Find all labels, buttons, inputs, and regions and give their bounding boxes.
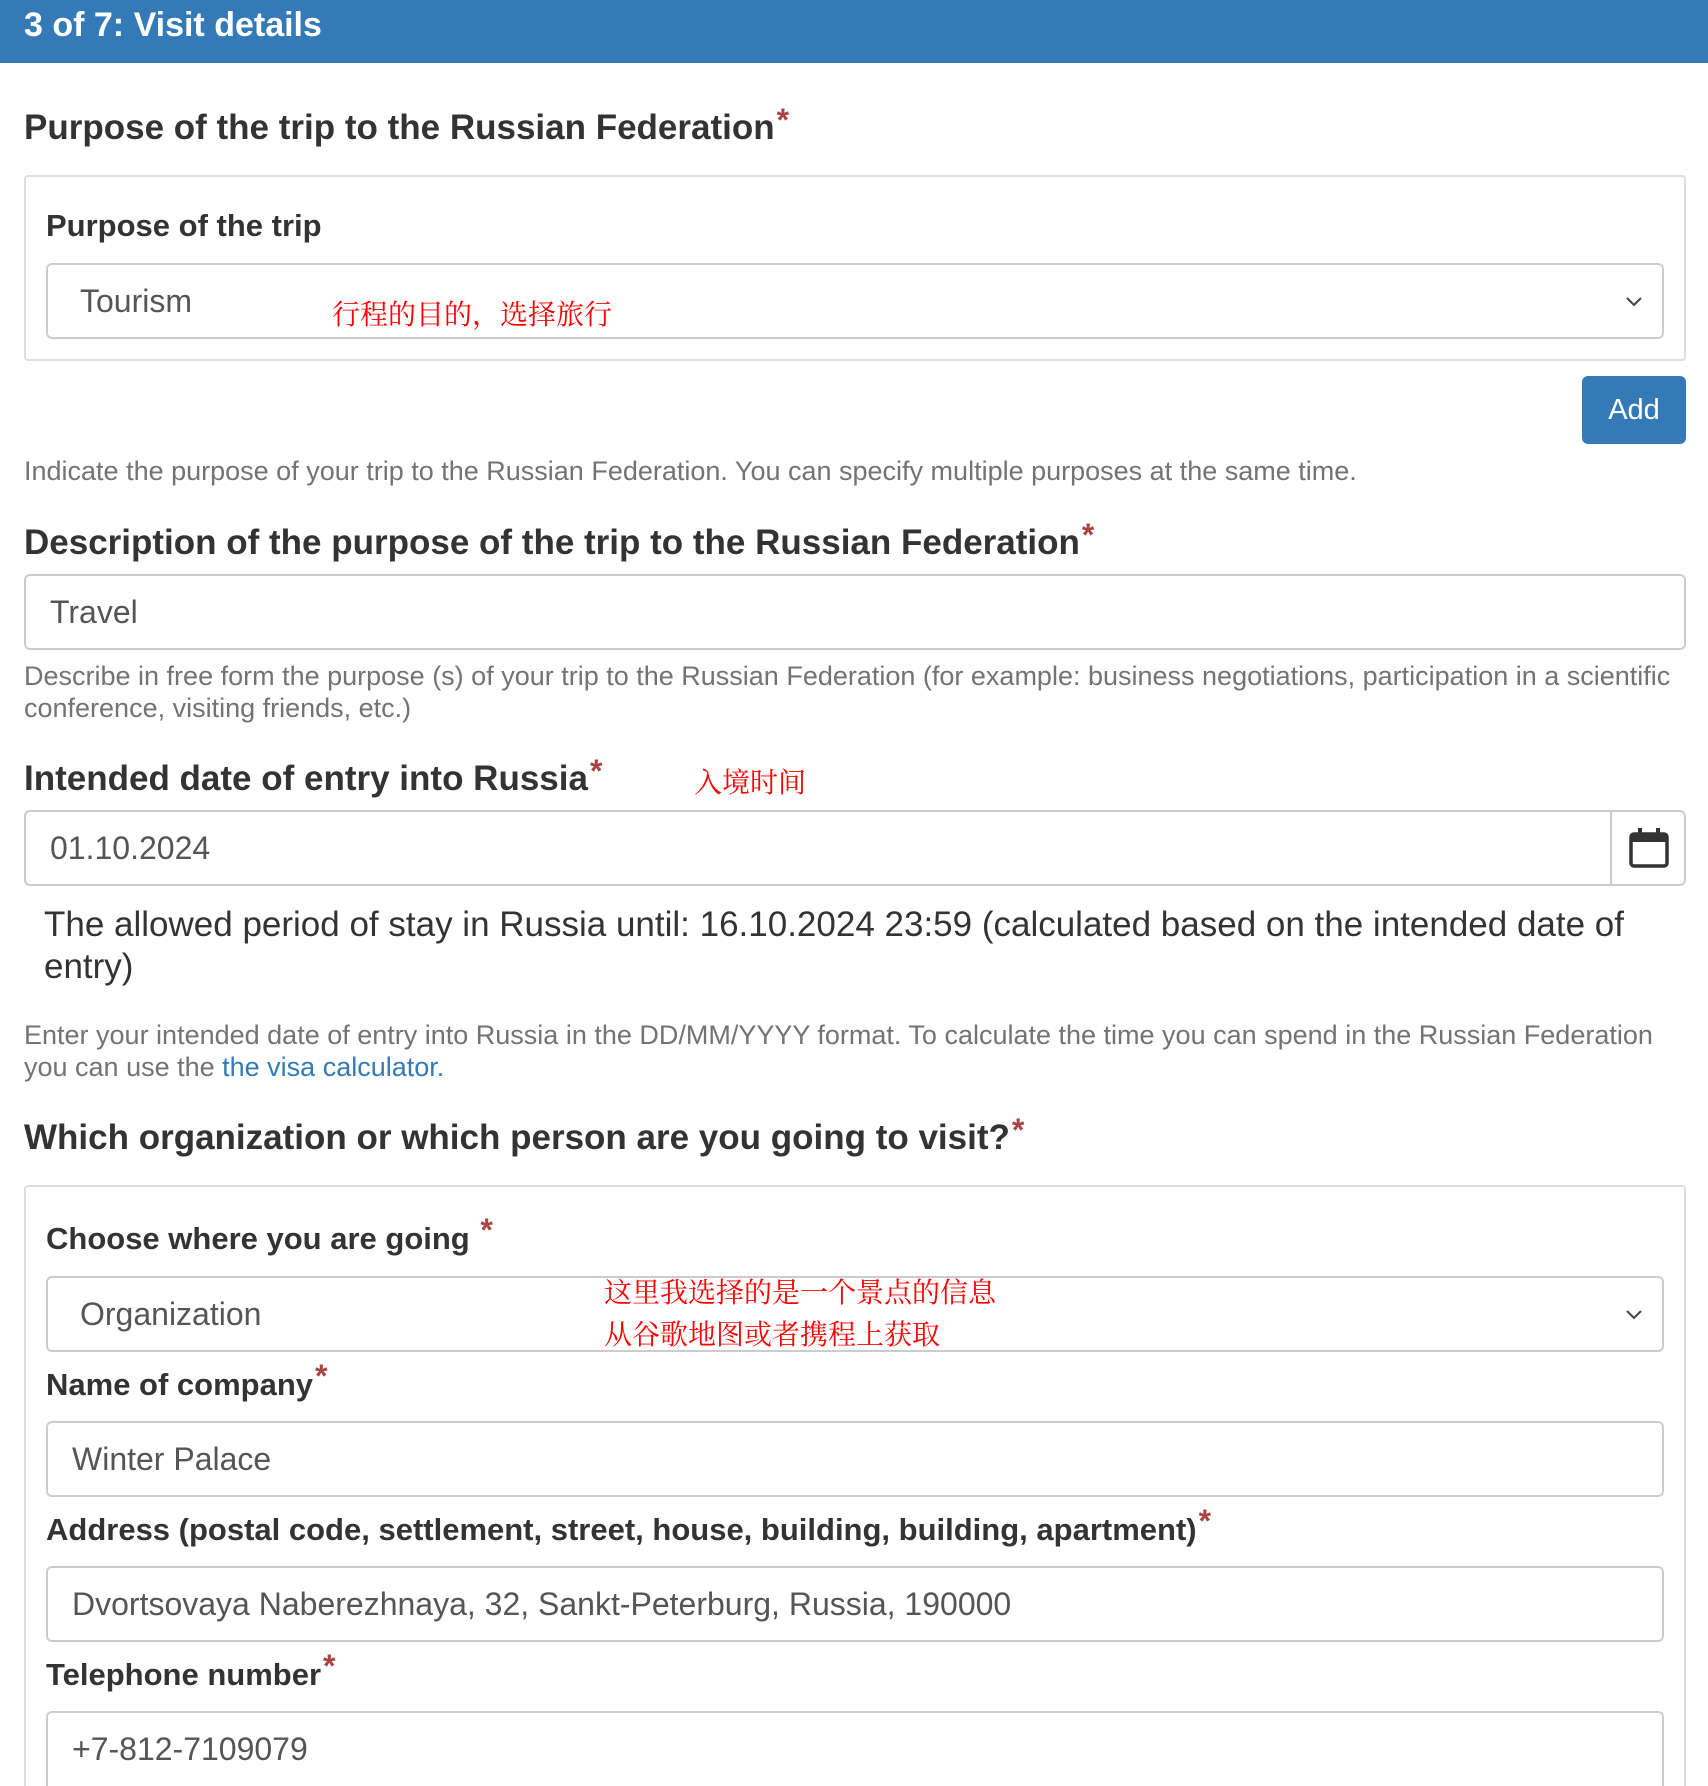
purpose-field-label: Purpose of the trip bbox=[46, 208, 322, 243]
telephone-input[interactable] bbox=[46, 1711, 1664, 1786]
visa-calculator-link[interactable]: the visa calculator. bbox=[222, 1052, 445, 1082]
purpose-heading: Purpose of the trip to the Russian Federation* bbox=[24, 102, 790, 147]
required-mark: * bbox=[776, 102, 790, 138]
required-mark: * bbox=[323, 1648, 336, 1684]
required-mark: * bbox=[315, 1358, 328, 1394]
description-help-text: Describe in free form the purpose (s) of your trip to the Russian Federation (for example: business negotiations, participation in a scientific conference, visiting friends, etc.) bbox=[24, 661, 1671, 723]
company-name-input[interactable] bbox=[46, 1421, 1664, 1497]
address-label: Address (postal code, settlement, street, house, building, building, apartment)* bbox=[46, 1503, 1212, 1547]
purpose-select[interactable] bbox=[46, 263, 1664, 339]
address-input[interactable] bbox=[46, 1566, 1664, 1642]
destination-type-value: Organization bbox=[80, 1296, 262, 1332]
annotation-entry-date: 入境时间 bbox=[694, 766, 807, 799]
entry-date-input[interactable] bbox=[24, 810, 1686, 886]
annotation-purpose: 行程的目的，选择旅行 bbox=[332, 298, 613, 331]
company-name-label: Name of company* bbox=[46, 1358, 328, 1402]
description-heading: Description of the purpose of the trip to the Russian Federation* bbox=[24, 517, 1095, 562]
address-value: Dvortsovaya Naberezhnaya, 32, Sankt-Peterburg, Russia, 190000 bbox=[72, 1586, 1012, 1622]
required-mark: * bbox=[589, 753, 603, 789]
step-header bbox=[0, 0, 1708, 63]
telephone-label: Telephone number* bbox=[46, 1648, 336, 1692]
required-mark: * bbox=[1011, 1112, 1025, 1148]
choose-destination-label: Choose where you are going * bbox=[46, 1212, 493, 1256]
description-input-value: Travel bbox=[50, 594, 138, 630]
required-mark: * bbox=[1081, 517, 1095, 553]
description-input[interactable] bbox=[24, 574, 1686, 650]
required-mark: * bbox=[480, 1212, 493, 1248]
purpose-select-value: Tourism bbox=[80, 283, 193, 319]
chevron-down-icon bbox=[1622, 289, 1646, 313]
calendar-icon bbox=[1628, 826, 1670, 870]
chevron-down-icon bbox=[1622, 1302, 1646, 1326]
entry-date-help-text: Enter your intended date of entry into Russia in the DD/MM/YYYY format. To calculate the time you can spend in the Russian Federation you can use the the visa calculator. bbox=[24, 1020, 1653, 1082]
annotation-visit-line1: 这里我选择的是一个景点的信息 bbox=[604, 1276, 997, 1309]
telephone-value: +7-812-7109079 bbox=[72, 1731, 308, 1767]
entry-date-value: 01.10.2024 bbox=[50, 830, 211, 866]
company-name-value: Winter Palace bbox=[72, 1441, 272, 1477]
step-title: 3 of 7: Visit details bbox=[24, 6, 322, 44]
annotation-visit-line2: 从谷歌地图或者携程上获取 bbox=[604, 1318, 941, 1351]
entry-date-heading: Intended date of entry into Russia* bbox=[24, 753, 603, 798]
allowed-stay-text: The allowed period of stay in Russia until: 16.10.2024 23:59 (calculated based on the intended date of entry) bbox=[44, 905, 1624, 986]
required-mark: * bbox=[1198, 1503, 1212, 1539]
add-purpose-button[interactable]: Add bbox=[1582, 376, 1686, 444]
calendar-button[interactable] bbox=[1610, 812, 1684, 884]
visit-heading: Which organization or which person are you going to visit?* bbox=[24, 1112, 1025, 1157]
purpose-help-text: Indicate the purpose of your trip to the Russian Federation. You can specify multiple purposes at the same time. bbox=[24, 456, 1357, 486]
